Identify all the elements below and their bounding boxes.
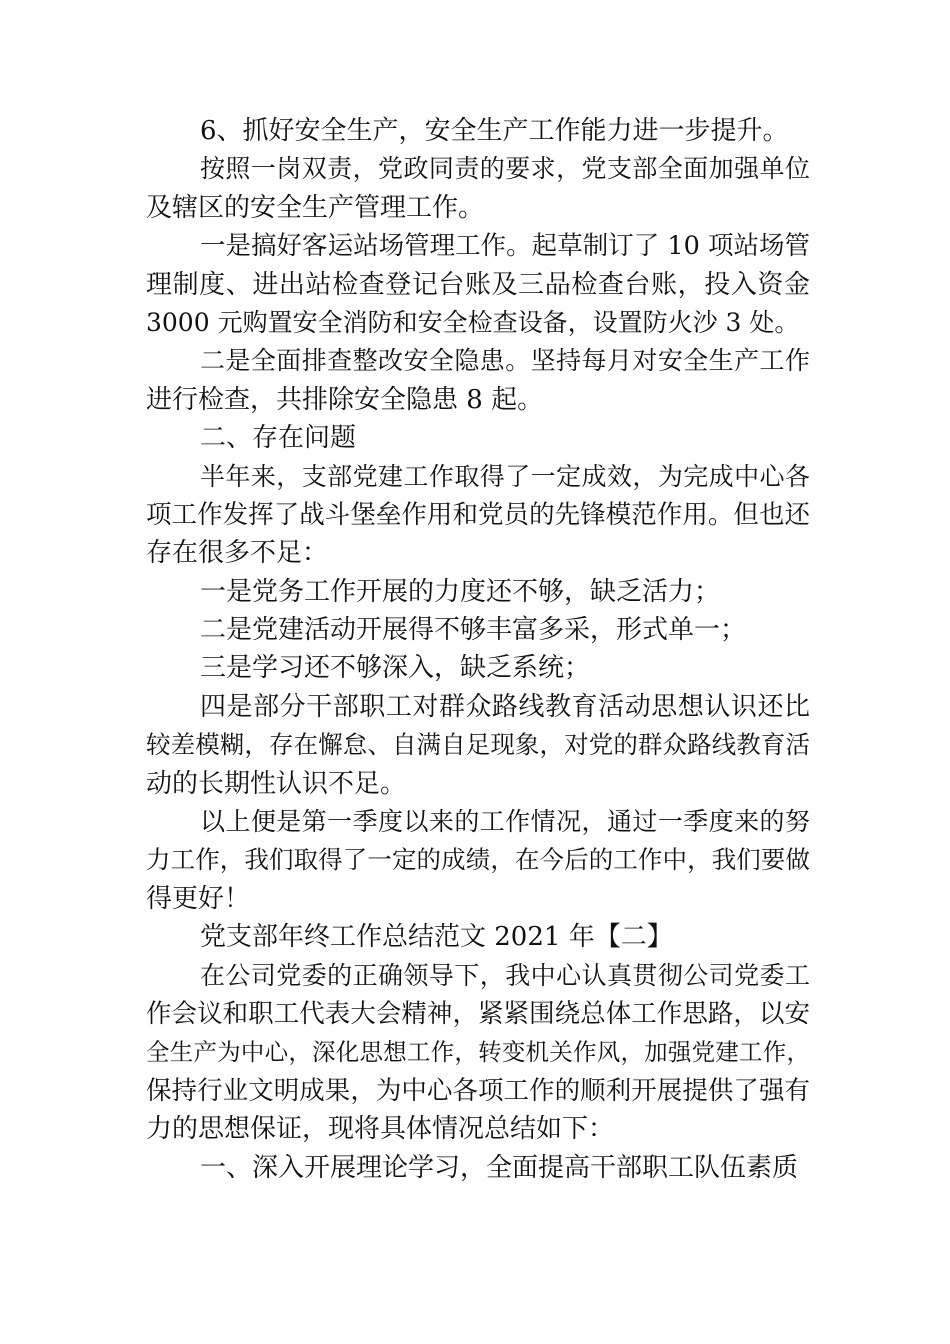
text-line: 进行检查，共排除安全隐患 8 起。 [146, 384, 544, 415]
text-line: 按照一岗双责，党政同责的要求，党支部全面加强单位 [200, 154, 810, 184]
text-line: 二是全面排查整改安全隐患。坚持每月对安全生产工作 [200, 346, 810, 376]
text-line: 党支部年终工作总结范文 2021 年【二】 [200, 922, 673, 953]
text-line: 作会议和职工代表大会精神，紧紧围绕总体工作思路，以安 [146, 998, 810, 1029]
text-line: 一是党务工作开展的力度还不够，缺乏活力； [200, 576, 721, 607]
text-line: 项工作发挥了战斗堡垒作用和党员的先锋模范作用。但也还 [146, 499, 810, 530]
text-line: 及辖区的安全生产管理工作。 [146, 192, 485, 223]
text-line: 二是党建活动开展得不够丰富多采，形式单一； [200, 615, 747, 646]
text-line: 存在很多不足： [146, 538, 329, 569]
text-line: 理制度、进出站检查登记台账及三品检查台账，投入资金 [146, 269, 810, 300]
text-line: 半年来，支部党建工作取得了一定成效，为完成中心各 [200, 461, 810, 491]
text-line: 6、抓好安全生产，安全生产工作能力进一步提升。 [200, 116, 789, 146]
text-line: 动的长期性认识不足。 [146, 768, 407, 799]
text-line: 得更好！ [146, 883, 251, 914]
text-line: 3000 元购置安全消防和安全检查设备，设置防火沙 3 处。 [146, 307, 800, 337]
text-line: 在公司党委的正确领导下，我中心认真贯彻公司党委工 [200, 960, 810, 990]
document-body [146, 112, 810, 1187]
text-line: 力工作，我们取得了一定的成绩，在今后的工作中，我们要做 [146, 845, 810, 875]
text-line: 以上便是第一季度以来的工作情况，通过一季度来的努 [200, 807, 810, 837]
text-line: 力的思想保证，现将具体情况总结如下： [146, 1114, 615, 1145]
text-line: 一是搞好客运站场管理工作。起草制订了 10 项站场管 [200, 231, 810, 262]
text-line: 保持行业文明成果，为中心各项工作的顺利开展提供了强有 [146, 1075, 810, 1106]
text-line: 一、深入开展理论学习，全面提高干部职工队伍素质 [200, 1152, 799, 1183]
text-line: 二、存在问题 [200, 423, 357, 454]
text-line: 较差模糊，存在懈怠、自满自足现象，对党的群众路线教育活 [146, 730, 810, 760]
text-line: 全生产为中心，深化思想工作，转变机关作风，加强党建工作， [146, 1038, 810, 1067]
text-line: 四是部分干部职工对群众路线教育活动思想认识还比 [200, 691, 810, 722]
text-line: 三是学习还不够深入，缺乏系统； [200, 653, 591, 684]
